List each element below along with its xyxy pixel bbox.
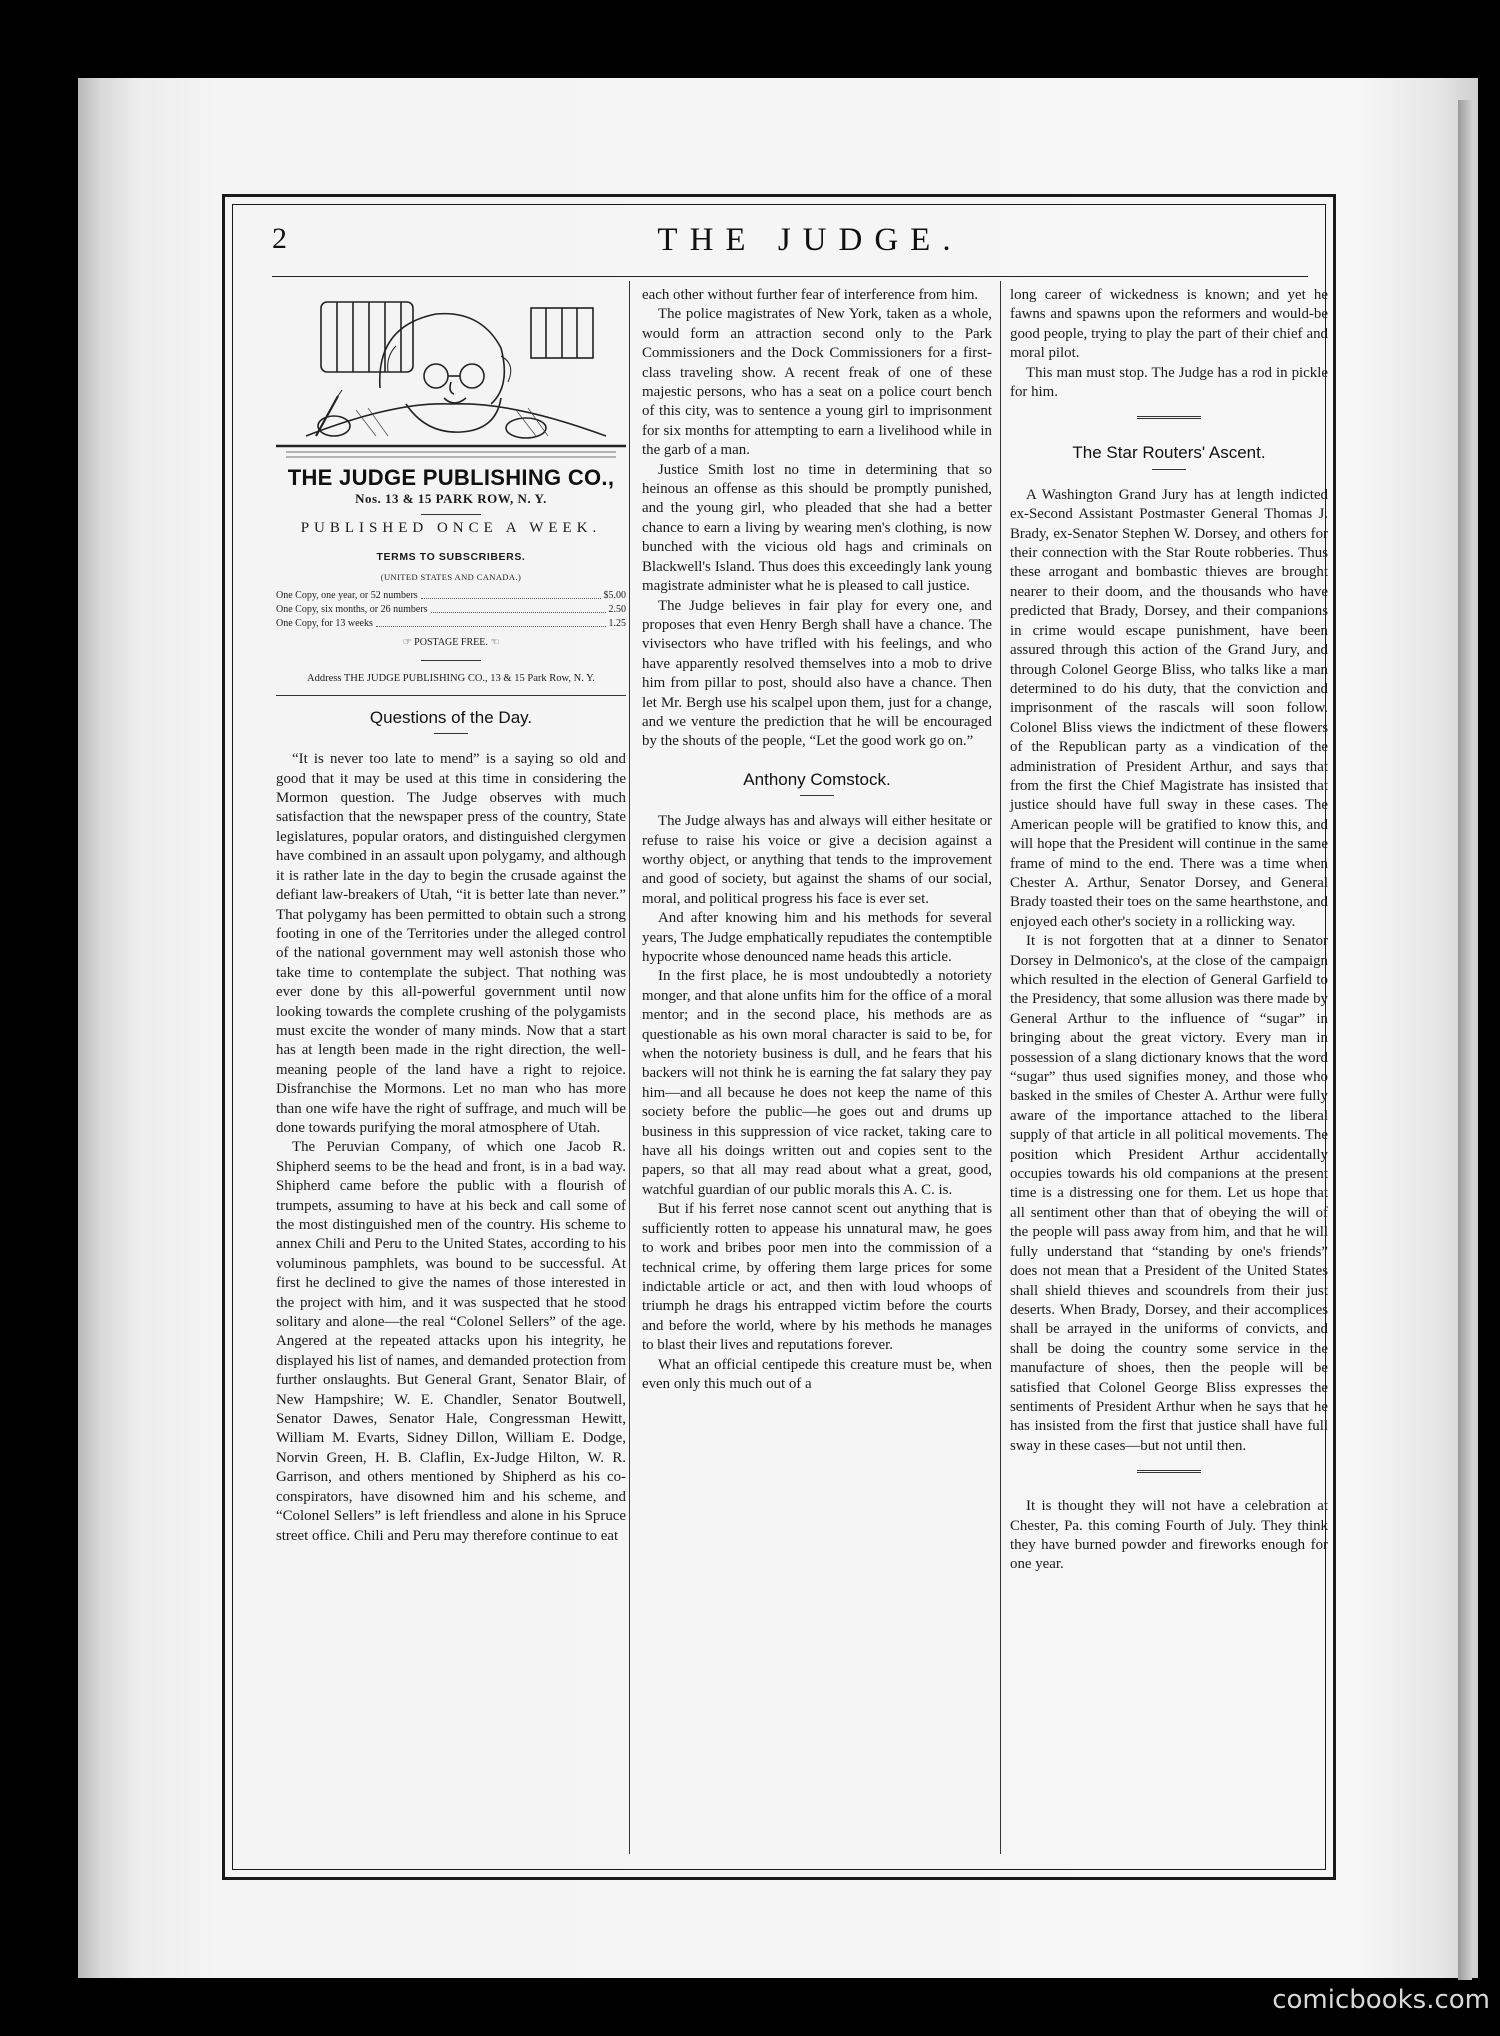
article-paragraph: In the first place, he is most undoubtedly a notoriety monger, and that alone unfits him for the office of a moral mentor; and in the second place, his methods are as questionable as his own moral character is said to be, for when the notoriety business is dull, and he fears that his backers will not think he is earning the fat salary they pay him—and all because he does not keep the name of this society before the public—he goes out and drums up business in this suppression of vice racket, taking care to have all his doings written out and copies sent to the papers, so that all may read about what a great, good, watchful guardian of our public morals this A. C. is.	[642, 968, 992, 1198]
publisher-contact: Address THE JUDGE PUBLISHING CO., 13 & 15 Park Row, N. Y.	[307, 673, 595, 685]
column-2	[642, 286, 992, 1394]
section-divider	[1137, 416, 1201, 421]
terms-subtitle: (UNITED STATES AND CANADA.)	[380, 571, 522, 582]
article-paragraph: And after knowing him and his methods for several years, The Judge emphatically repudiates the contemptible hypocrite whose denounced name heads this article.	[642, 910, 992, 965]
postage-text: POSTAGE FREE.	[414, 637, 488, 649]
column-1	[276, 286, 626, 1546]
article-paragraph: A Washington Grand Jury has at length indicted ex-Second Assistant Postmaster General Thomas J. Brady, ex-Senator Stephen W. Dorsey, and others for their connection with the Star Route robberies. Thus these arrogant and bombastic thieves are brought nearer to their doom, and the thousands who have predicted that Brady, Dorsey, and their companions in crime would escape punishment, have been assured through this action of the Grand Jury, and through Colonel George Bliss, who talks like a man determined to do his duty, that the conviction and imprisonment of the rascals will soon follow. Colonel Bliss views the indictment of these flowers of the Republican party as a vindication of the administration of President Arthur, and says that from the first the Chief Magistrate has insisted that justice should have full sway in these cases. The American people will be gratified to know this, and will hope that the President will continue in the same frame of mind to the end. There was a time when Chester A. Arthur, Senator Dorsey, and General Brady toasted their toes on the same hearthstone, and enjoyed each other's society in a rollicking way.	[1010, 486, 1328, 930]
price-row	[276, 617, 626, 631]
header-rule	[272, 276, 1308, 277]
publisher-address: Nos. 13 & 15 PARK ROW, N. Y.	[355, 491, 547, 507]
price-label: One Copy, for 13 weeks	[276, 618, 373, 630]
article-title: Anthony Comstock.	[743, 769, 891, 789]
article-paragraph: The police magistrates of New York, taken as a whole, would form an attraction second only to the Park Commissioners and the Dock Commissioners for a first-class traveling show. A recent freak of one of these majestic persons, who has a seat on a police court bench of this city, was to sentence a young girl to imprisonment for six months for attempting to earn a livelihood while in the garb of a man.	[642, 306, 992, 459]
leader-dots	[431, 603, 606, 613]
article-paragraph: Justice Smith lost no time in determining that so heinous an offense as this should be promptly punished, and the young girl, who pleaded that she had a better chance to earn a living by wearing men's clothing, is now bunched with the vicious old hags and criminals on Blackwell's Island. Thus does this exceedingly lank young magistrate administer what he is pleased to call justice.	[642, 461, 992, 595]
article-title: Questions of the Day.	[369, 707, 533, 727]
price-label: One Copy, six months, or 26 numbers	[276, 604, 428, 616]
masthead-title: THE JUDGE.	[657, 222, 963, 258]
article-paragraph: What an official centipede this creature must be, when even only this much out of a	[642, 1356, 992, 1392]
article-paragraph: The Peruvian Company, of which one Jacob R. Shipherd seems to be the head and front, is in a bad way. Shipherd came before the public with a flourish of trumpets, assuming to have at his beck and call some of the most distinguished men of the country. His scheme to annex Chili and Peru to the United States, according to his voluminous pamphlets, was bound to be successful. At first he declined to give the names of those interested in the project with him, and it was suspected that he stood solitary and alone—the real “Colonel Sellers” of the age. Angered at the repeated attacks upon his integrity, he displayed his list of names, and demanded protection from further onslaughts. But General Grant, Senator Blair, of New Hampshire; W. E. Chandler, Senator Boutwell, Senator Dawes, Senator Hale, Congressman Hewitt, William M. Evarts, Sidney Dillon, William E. Dodge, Norvin Green, H. B. Claflin, Ex-Judge Hilton, W. R. Garrison, and others mentioned by Shipherd as his co-conspirators, have disowned him and his scheme, and “Colonel Sellers” is left friendless and alone in his Spruce street office. Chili and Peru may therefore continue to eat	[276, 1139, 626, 1544]
price-amount: 1.25	[608, 618, 626, 630]
postage-note: ☞ POSTAGE FREE. ☜	[402, 637, 500, 649]
divider	[1152, 469, 1186, 470]
column-rule-1	[629, 281, 630, 1854]
price-amount: $5.00	[603, 590, 626, 602]
price-amount: 2.50	[608, 604, 626, 616]
price-label: One Copy, one year, or 52 numbers	[276, 590, 418, 602]
article-paragraph: But if his ferret nose cannot scent out anything that is sufficiently rotten to appease his unnatural maw, he goes to work and bribes poor men into the commission of a technical crime, by offering them large prices for some indictable article or act, and then with loud whoops of triumph he drags his entrapped victim before the courts and before the world, where by his methods he manages to blast their lives and reputations forever.	[642, 1201, 992, 1354]
leader-dots	[376, 617, 606, 627]
divider	[421, 514, 481, 515]
divider	[434, 733, 468, 734]
article-paragraph: It is thought they will not have a celebration at Chester, Pa. this coming Fourth of July. They think they have burned powder and fireworks enough for one year.	[1010, 1498, 1328, 1573]
article-paragraph: The Judge always has and always will either hesitate or refuse to raise his voice or give a decision against a worthy object, or anything that tends to the improvement and good of society, but against the shams of our social, moral, and political progress his face is ever set.	[642, 813, 992, 907]
divider	[800, 795, 834, 796]
judge-illustration	[276, 286, 626, 464]
publication-frequency: PUBLISHED ONCE A WEEK.	[300, 519, 602, 536]
watermark: comicbooks.com	[1272, 1985, 1490, 2015]
price-row	[276, 589, 626, 603]
publisher-name: THE JUDGE PUBLISHING CO.,	[287, 465, 615, 490]
column-rule-2	[1000, 281, 1001, 1854]
article-paragraph: This man must stop. The Judge has a rod in pickle for him.	[1010, 364, 1328, 401]
terms-title: TERMS TO SUBSCRIBERS.	[376, 551, 526, 564]
price-row	[276, 603, 626, 617]
divider	[421, 660, 481, 661]
divider	[276, 695, 626, 696]
leader-dots	[421, 589, 601, 599]
next-page-edge	[1458, 100, 1472, 1980]
page-number: 2	[272, 222, 287, 255]
article-paragraph: It is not forgotten that at a dinner to Senator Dorsey in Delmonico's, at the close of the campaign which resulted in the election of General Garfield to the Presidency, that some allusion was there made by General Arthur to the influence of “sugar” in bringing about the great victory. Every man in possession of a slang dictionary knows that the word “sugar” thus used signifies money, and those who basked in the smiles of Chester A. Arthur were fully aware of the importance attached to the liberal supply of that article in all political movements. The position which President Arthur accidentally occupies towards his old companions at the present time is a distressing one for them. Let us hope that all sentiment other than that of obeying the will of the people will pass away from him, and that he will fully understand that “standing by one's friends” does not mean that a President of the United States shall shield thieves and scoundrels from their just deserts. When Brady, Dorsey, and their accomplices shall be arrayed in the uniforms of convicts, and shall be doing the country some service in the manufacture of shoes, then the people will be satisfied that Colonel George Bliss expresses the sentiments of President Arthur when he says that he has insisted from the first that justice shall have full sway in these cases—but not until then.	[1010, 933, 1328, 1454]
article-paragraph: each other without further fear of interference from him.	[642, 287, 979, 303]
section-divider	[1137, 1470, 1201, 1475]
article-paragraph: “It is never too late to mend” is a saying so old and good that it may be used at this time in considering the Mormon question. The Judge observes with much satisfaction that the newspaper press of the country, State legislatures, popular orators, and distinguished clergymen have combined in an assault upon polygamy, and although it is rather late in the day to begin the crusade against the defiant law-breakers of Utah, “it is better late than never.” That polygamy has been permitted to obtain such a strong footing in one of the Territories under the alleged control of the national government may well astonish those who take time to contemplate the subject. That nothing was ever done by this all-powerful government until now looking towards the complete crushing of the polygamists must excite the wonder of many minds. Now that a start has at length been made in the right direction, the well-meaning people of the land have a right to rejoice. Disfranchise the Mormons. Let no man who has more than one wife have the right of suffrage, and much will be done towards purifying the moral atmosphere of Utah.	[276, 751, 626, 1136]
article-paragraph: The Judge believes in fair play for every one, and proposes that even Henry Bergh shall have a chance. The vivisectors who have trifled with his feelings, and who have apparently resolved themselves into a mob to drive him from pillar to post, should also have a chance. Then let Mr. Bergh use his scalpel upon them, just for a change, and we venture the prediction that he will be encouraged by the shouts of the people, “Let the good work go on.”	[642, 597, 992, 750]
column-3	[1010, 286, 1328, 1575]
article-title: The Star Routers' Ascent.	[1072, 443, 1266, 463]
article-paragraph: long career of wickedness is known; and yet he fawns and spawns upon the reformers and would-be good people, trying to play the part of their chief and moral pilot.	[1010, 287, 1328, 362]
